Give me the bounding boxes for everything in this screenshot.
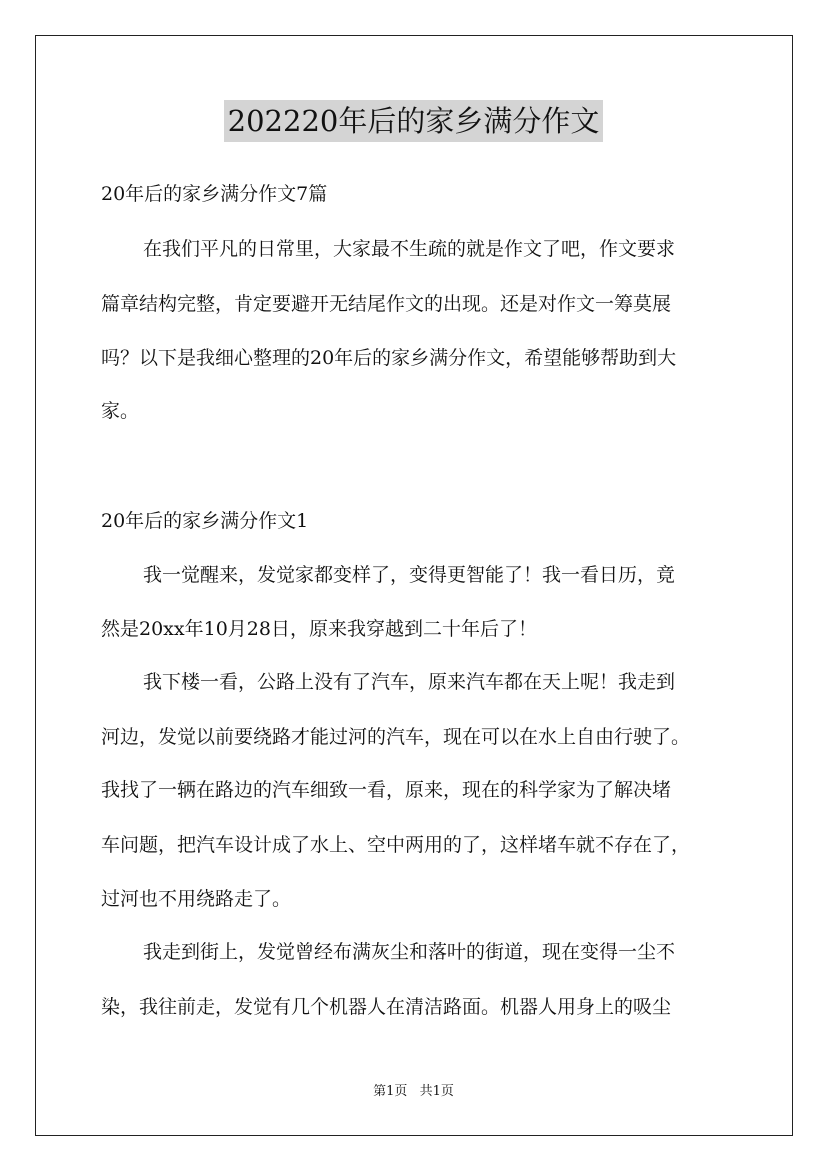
paragraph-line: 篇章结构完整，肯定要避开无结尾作文的出现。还是对作文一筹莫展 bbox=[101, 293, 672, 315]
section-heading: 20年后的家乡满分作文1 bbox=[101, 510, 309, 532]
page-number-total: 共1页 bbox=[419, 1084, 454, 1099]
paragraph-line: 在我们平凡的日常里，大家最不生疏的就是作文了吧，作文要求 bbox=[143, 238, 676, 260]
paragraph-line: 我走到街上，发觉曾经布满灰尘和落叶的街道，现在变得一尘不 bbox=[143, 941, 676, 963]
paragraph-line: 染，我往前走，发觉有几个机器人在清洁路面。机器人用身上的吸尘 bbox=[101, 996, 672, 1018]
page-footer bbox=[0, 1083, 827, 1101]
document-title: 202220年后的家乡满分作文 bbox=[224, 100, 604, 142]
paragraph-line: 我下楼一看，公路上没有了汽车，原来汽车都在天上呢！我走到 bbox=[143, 671, 676, 693]
paragraph-line: 然是20xx年10月28日，原来我穿越到二十年后了！ bbox=[101, 618, 537, 640]
page-number-current: 第1页 bbox=[373, 1084, 408, 1099]
paragraph-line: 车问题，把汽车设计成了水上、空中两用的了，这样堵车就不存在了， bbox=[101, 834, 691, 856]
paragraph-line: 我一觉醒来，发觉家都变样了，变得更智能了！我一看日历，竟 bbox=[143, 564, 676, 586]
paragraph-line: 河边，发觉以前要绕路才能过河的汽车，现在可以在水上自由行驶了。 bbox=[101, 726, 691, 748]
title-container bbox=[0, 100, 827, 142]
paragraph-line: 吗？以下是我细心整理的20年后的家乡满分作文，希望能够帮助到大 bbox=[101, 347, 677, 369]
paragraph-line: 过河也不用绕路走了。 bbox=[101, 888, 292, 910]
paragraph-line: 我找了一辆在路边的汽车细致一看，原来，现在的科学家为了解决堵 bbox=[101, 779, 672, 801]
subtitle-heading: 20年后的家乡满分作文7篇 bbox=[101, 183, 328, 205]
paragraph-line: 家。 bbox=[101, 400, 140, 422]
